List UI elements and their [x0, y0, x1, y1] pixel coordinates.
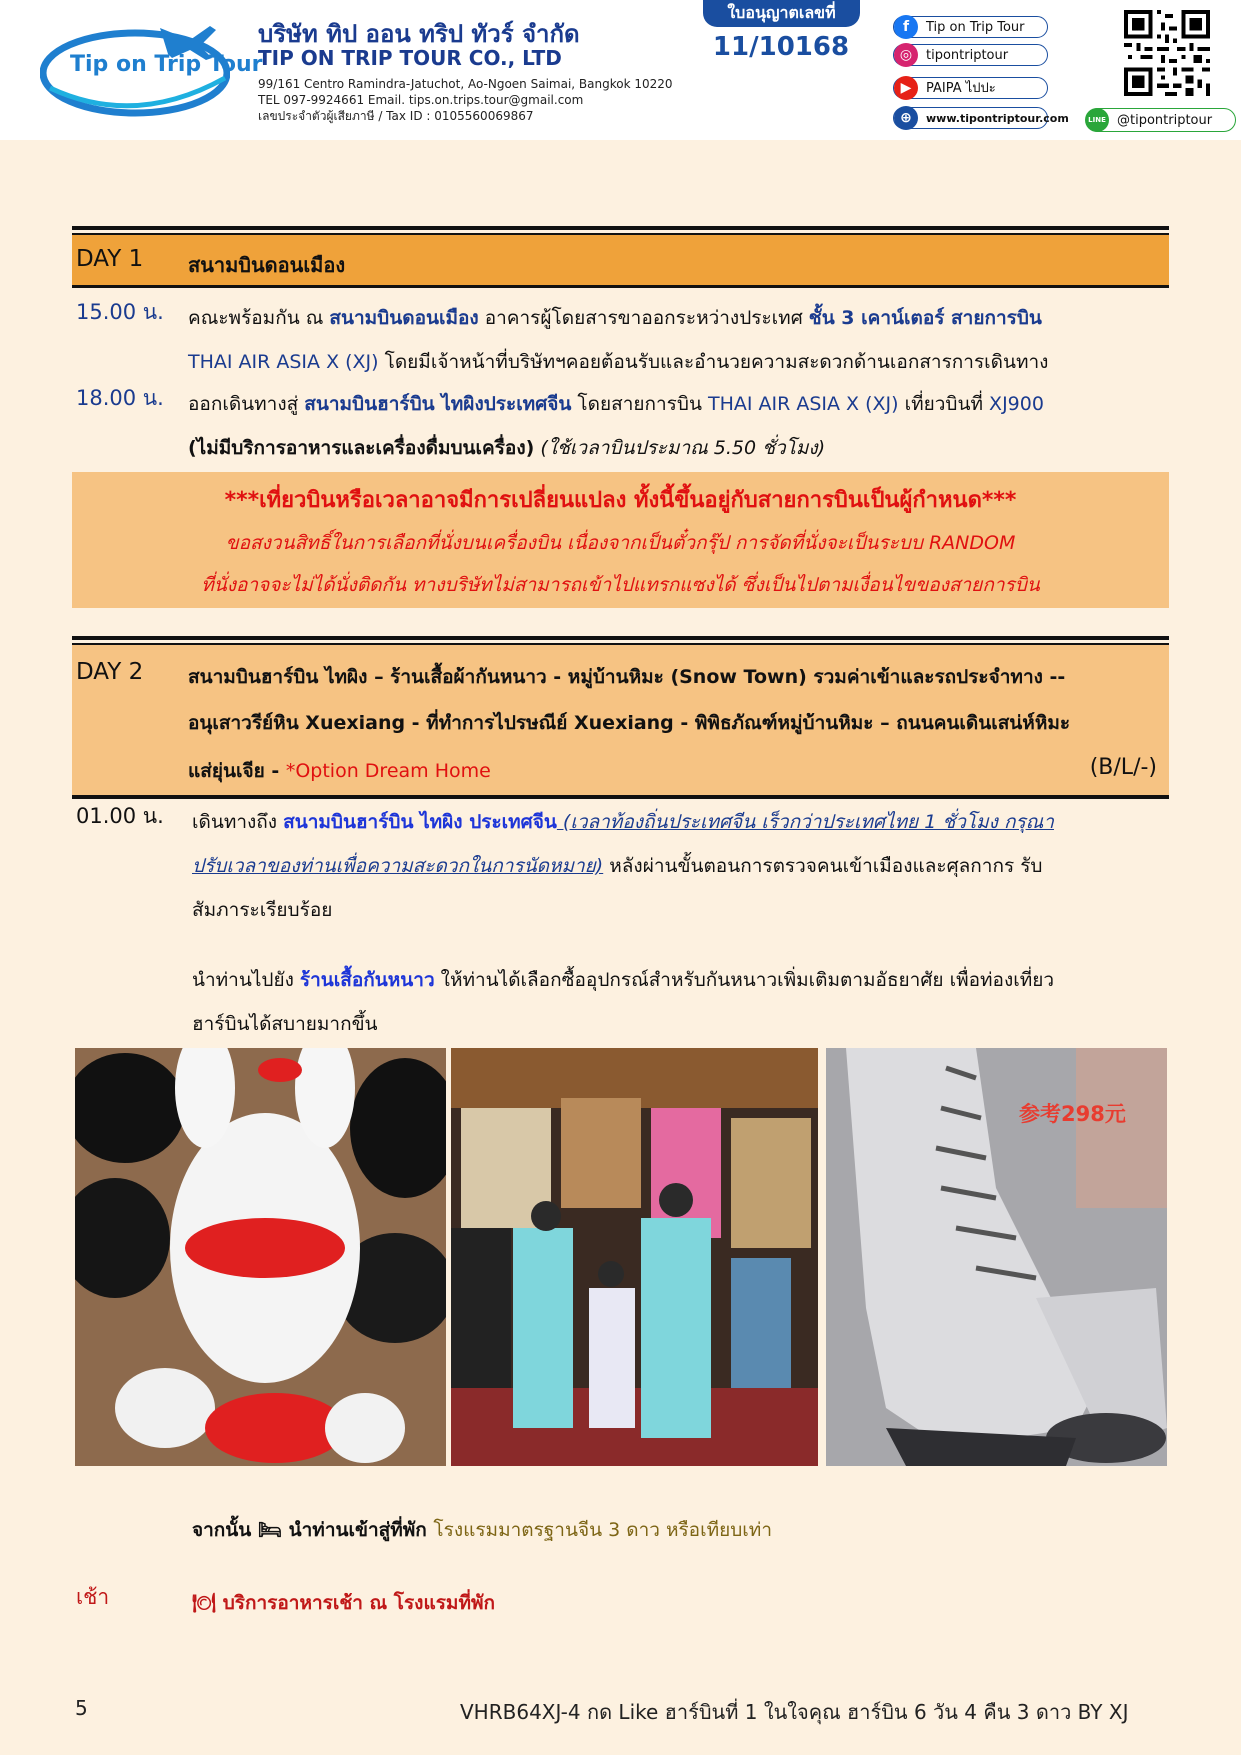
text-span: ฮาร์บินได้สบายมากขึ้น: [192, 1013, 378, 1035]
text-span: เที่ยวบินที่: [898, 393, 990, 415]
winter-hats-photo: [75, 1048, 446, 1466]
website-url: www.tipontriptour.com: [926, 112, 1069, 125]
plate-icon: 🍽: [192, 1592, 217, 1614]
text-span: โดยมีเจ้าหน้าที่บริษัทฯคอยต้อนรับและอำนวยความสะดวกด้านเอกสารการเดินทาง: [378, 351, 1049, 373]
text-span: นำท่านไปยัง: [192, 969, 300, 991]
meal-label: เช้า: [76, 1585, 110, 1609]
program-code: VHRB64XJ-4 กด Like ฮาร์บินที่ 1 ในใจคุณ ฮาร์บิน 6 วัน 4 คืน 3 ดาว BY XJ: [460, 1700, 1129, 1724]
divider: [72, 226, 1169, 235]
item-text: [192, 1581, 1172, 1625]
hotel-line: [72, 1508, 1172, 1552]
youtube-link[interactable]: [893, 77, 1048, 99]
day-title-line: อนุเสาวรีย์หิน Xuexiang - ที่ทำการไปรษณีย์ Xuexiang - พิพิธภัณฑ์หมู่บ้านหิมะ – ถนนคนเดินเสน่ห์หิมะ: [188, 712, 1071, 734]
instagram-link[interactable]: [893, 44, 1048, 66]
time-note: ปรับเวลาของท่านเพื่อความสะดวกในการนัดหมาย): [192, 855, 604, 877]
notice-line: ที่นั่งอาจจะไม่ได้นั่งติดกัน ทางบริษัทไม่สามารถเข้าไปแทรกแซงได้ ซึ่งเป็นไปตามเงื่อนไขของสายการบิน: [201, 574, 1040, 596]
address-line: 99/161 Centro Ramindra-Jatuchot, Ao-Ngoen Saimai, Bangkok 10220: [258, 77, 673, 91]
flight-notice: [72, 472, 1169, 608]
place-name: สนามบินดอนเมือง: [329, 307, 479, 329]
line-link[interactable]: [1086, 108, 1236, 132]
license-number: 11/10168: [712, 32, 850, 62]
text-span: เดินทางถึง: [192, 811, 284, 833]
line-icon: LINE: [1085, 108, 1109, 132]
text-span: ให้ท่านได้เลือกซื้ออุปกรณ์สำหรับกันหนาวเพิ่มเติมตามอัธยาศัย เพื่อท่องเที่ยว: [434, 969, 1055, 991]
divider: [72, 795, 1169, 799]
logo-text: Tip on Trip Tour: [70, 52, 263, 77]
youtube-icon: ▶: [894, 76, 918, 100]
facebook-link[interactable]: [893, 16, 1048, 38]
item-time: 01.00 น.: [76, 804, 164, 828]
flight-duration: (ใช้เวลาบินประมาณ 5.50 ชั่วโมง): [534, 437, 826, 459]
notice-line: ***เที่ยวบินหรือเวลาอาจมีการเปลี่ยนแปลง ทั้งนี้ขึ้นอยู่กับสายการบินเป็นผู้กำหนด***: [224, 488, 1017, 513]
item-text: [188, 382, 1168, 470]
bed-icon: 🛏: [257, 1519, 283, 1541]
instagram-icon: ◎: [894, 43, 918, 67]
contact-line: TEL 097-9924661 Email. tips.on.trips.tour@gmail.com: [258, 93, 584, 107]
day-title-line: แส่ยุ่นเจีย -: [188, 760, 286, 782]
airline-name: THAI AIR ASIA X (XJ): [707, 393, 899, 415]
item-text: [188, 296, 1168, 384]
meal-line: [72, 1581, 1172, 1625]
place-name: สนามบินฮาร์บิน ไทผิง ประเทศจีน: [283, 811, 557, 833]
company-name-english: TIP ON TRIP TOUR CO., LTD: [258, 46, 562, 70]
item-text: [192, 1508, 1172, 1552]
youtube-name: PAIPA ไปปะ: [926, 81, 996, 96]
text-span: โดยสายการบิน: [571, 393, 708, 415]
facebook-name: Tip on Trip Tour: [926, 20, 1025, 35]
globe-icon: ⊕: [894, 106, 918, 130]
airline-name: THAI AIR ASIA X (XJ): [188, 351, 379, 373]
day-label: DAY 1: [76, 246, 144, 272]
item-time: 18.00 น.: [76, 386, 164, 410]
day1-header: [72, 226, 1169, 288]
company-name-thai: บริษัท ทิป ออน ทริป ทัวร์ จำกัด: [258, 20, 580, 48]
day1-bar: [72, 235, 1169, 285]
text-span: จากนั้น: [192, 1519, 258, 1541]
line-id: @tipontriptour: [1117, 113, 1213, 128]
itinerary-item: [72, 382, 1172, 470]
price-tag: 参考298元: [1019, 1102, 1126, 1126]
divider: [72, 285, 1169, 288]
divider: [72, 636, 1169, 645]
letterhead: [0, 0, 1241, 140]
day2-bar: [72, 645, 1169, 795]
text-span: ออกเดินทางสู่: [188, 393, 305, 415]
hotel-name: โรงแรมมาตรฐานจีน 3 ดาว หรือเทียบเท่า: [433, 1519, 772, 1541]
snow-boots-photo: [826, 1048, 1167, 1466]
day-label: DAY 2: [76, 659, 144, 685]
tax-id-line: เลขประจำตัวผู้เสียภาษี / Tax ID : 0105560069867: [258, 109, 534, 123]
meal-text: บริการอาหารเช้า ณ โรงแรมที่พัก: [216, 1592, 495, 1614]
text-span: อาคารผู้โดยสารขาออกระหว่างประเทศ: [478, 307, 809, 329]
day2-header: [72, 636, 1169, 799]
text-span: คณะพร้อมกัน ณ: [188, 307, 330, 329]
option-note: *Option Dream Home: [285, 760, 491, 782]
item-time: 15.00 น.: [76, 300, 164, 324]
itinerary-item: [72, 296, 1172, 384]
text-span: สัมภาระเรียบร้อย: [192, 899, 333, 921]
counter-info: ชั้น 3 เคาน์เตอร์ สายการบิน: [808, 307, 1042, 329]
text-span: นำท่านเข้าสู่ที่พัก: [282, 1519, 434, 1541]
company-address: [258, 76, 673, 124]
text-span: หลังผ่านขั้นตอนการตรวจคนเข้าเมืองและศุลกากร รับ: [603, 855, 1043, 877]
itinerary-item: [72, 958, 1172, 1046]
website-link[interactable]: [893, 107, 1069, 129]
day-title: สนามบินดอนเมือง: [188, 253, 346, 277]
item-text: [192, 800, 1172, 932]
facebook-icon: f: [894, 15, 918, 39]
place-name: สนามบินฮาร์บิน ไทผิงประเทศจีน: [304, 393, 572, 415]
day-title-line: สนามบินฮาร์บิน ไทผิง – ร้านเสื้อผ้ากันหนาว - หมู่บ้านหิมะ (Snow Town) รวมค่าเข้าและรถประจำทาง --: [188, 666, 1066, 688]
flight-number: XJ900: [989, 393, 1044, 415]
time-note: (เวลาท้องถิ่นประเทศจีน เร็วกว่าประเทศไทย 1 ชั่วโมง กรุณา: [556, 811, 1054, 833]
license-label: ใบอนุญาตเลขที่: [703, 0, 860, 27]
notice-line: ขอสงวนสิทธิ์ในการเลือกที่นั่งบนเครื่องบิน เนื่องจากเป็นตั๋วกรุ๊ป การจัดที่นั่งจะเป็นระบบ RANDOM: [225, 532, 1016, 554]
qr-code: [1124, 10, 1210, 96]
page-number: 5: [75, 1696, 88, 1720]
instagram-name: tipontriptour: [926, 48, 1009, 63]
place-name: ร้านเสื้อกันหนาว: [299, 969, 435, 991]
winter-clothes-shop-photo: [451, 1048, 818, 1466]
item-text: [192, 958, 1172, 1046]
itinerary-item: [72, 800, 1172, 930]
meal-note: (ไม่มีบริการอาหารและเครื่องดื่มบนเครื่อง): [188, 437, 535, 459]
meals-indicator: (B/L/-): [1089, 755, 1157, 780]
